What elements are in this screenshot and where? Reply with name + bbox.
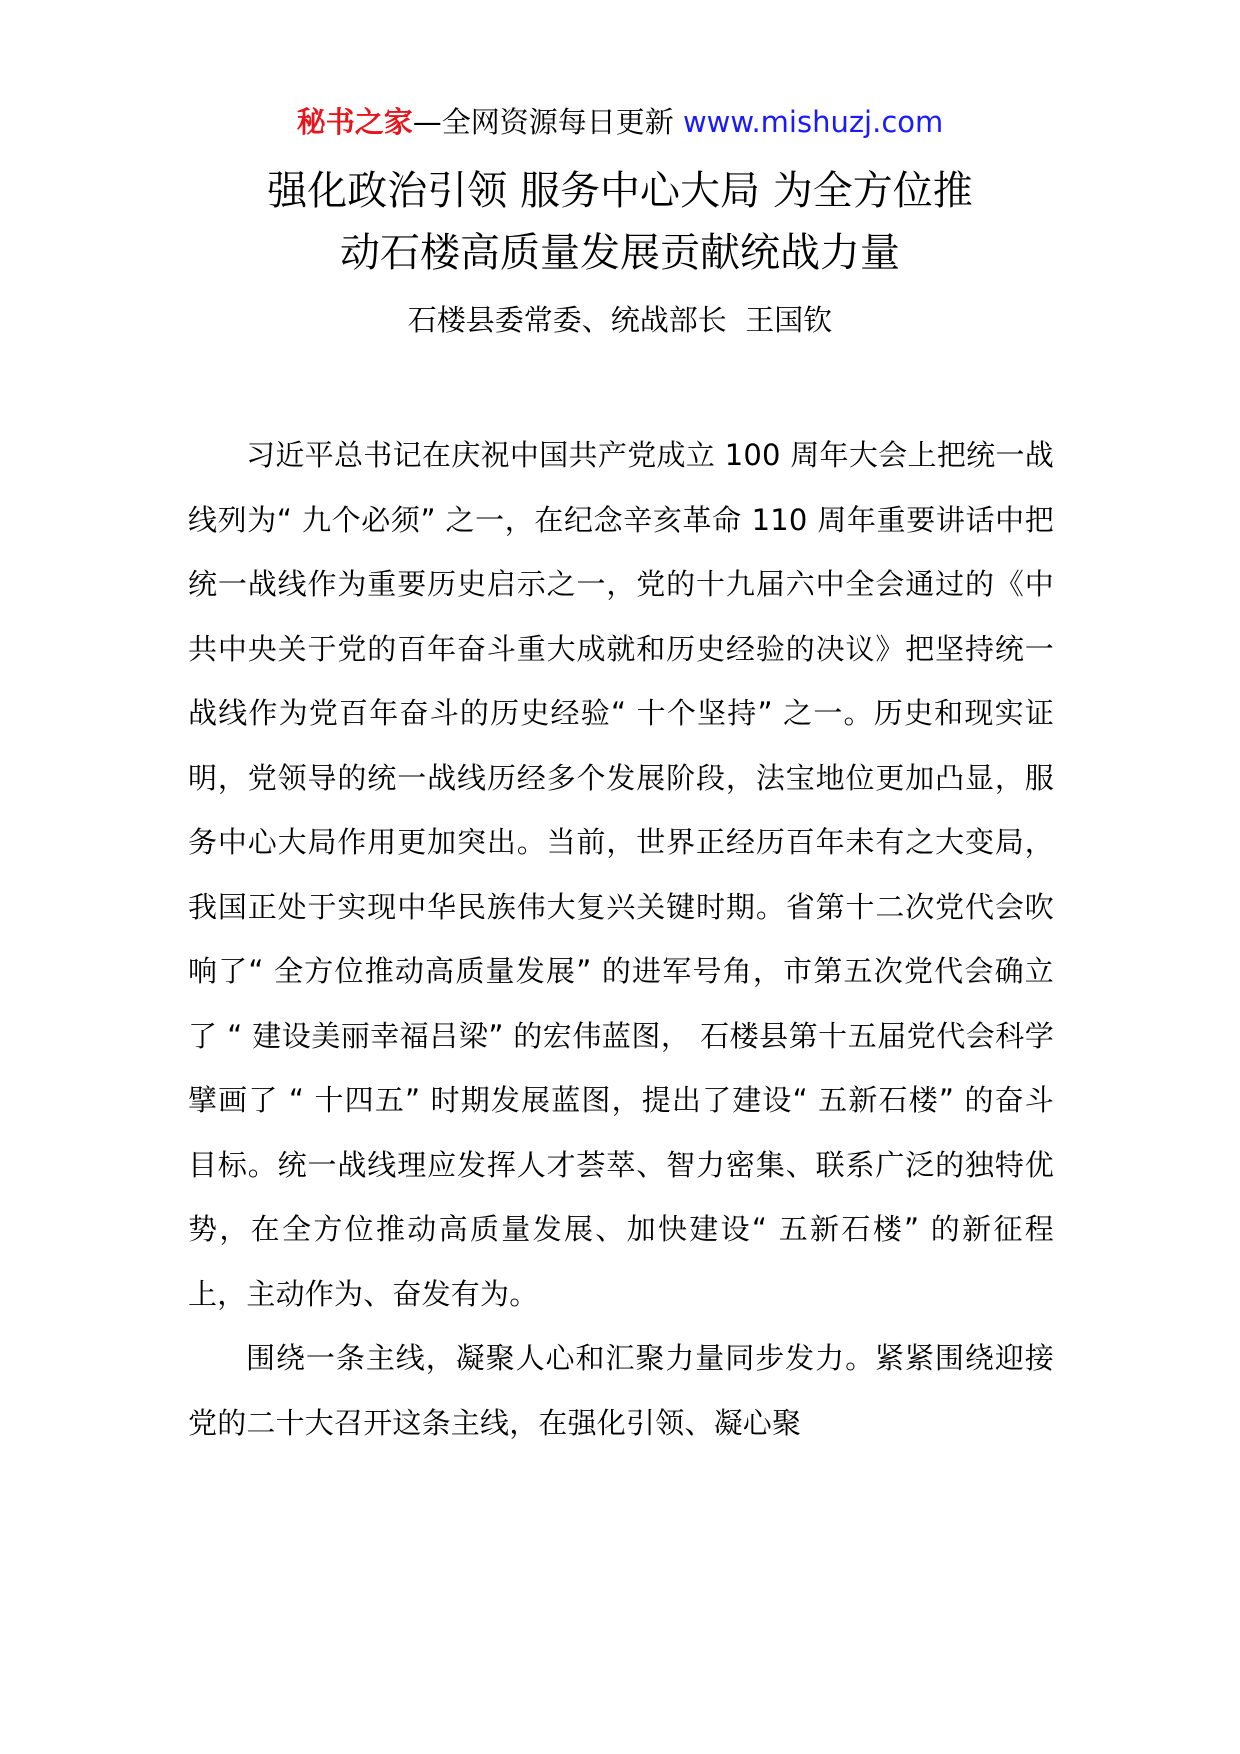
document-title <box>150 160 1090 284</box>
body-paragraph-1: 习近平总书记在庆祝中国共产党成立 100 周年大会上把统一战线列为“ 九个必须” 之一，在纪念辛亥革命 110 周年重要讲话中把统一战线作为重要历史启示之一，党的十九届六中全会通过的《中共中央关于党的百年奋斗重大成就和历史经验的决议》把坚持统一战线作为党百年奋斗的历史经验“ 十个坚持” 之一。历史和现实证明，党领导的统一战线历经多个发展阶段，法宝地位更加凸显，服务中心大局作用更加突出。当前，世界正经历百年未有之大变局，我国正处于实现中华民族伟大复兴关键时期。省第十二次党代会吹响了“ 全方位推动高质量发展” 的进军号角，市第五次党代会确立了 “ 建设美丽幸福吕梁” 的宏伟蓝图， 石楼县第十五届党代会科学擘画了 “ 十四五” 时期发展蓝图，提出了建设“ 五新石楼” 的奋斗目标。统一战线理应发挥人才荟萃、智力密集、联系广泛的独特优势，在全方位推动高质量发展、加快建设“ 五新石楼” 的新征程上，主动作为、奋发有为。 <box>188 438 1054 1311</box>
site-header <box>0 100 1240 144</box>
title-line-2: 动石楼高质量发展贡献统战力量 <box>340 230 900 276</box>
title-line-1: 强化政治引领 服务中心大局 为全方位推 <box>267 168 973 214</box>
brand-name: 秘书之家 <box>296 105 413 139</box>
site-url-link[interactable]: www.mishuzj.com <box>682 105 944 139</box>
document-body <box>188 423 1054 1455</box>
author-byline: 石楼县委常委、统战部长 王国钦 <box>407 303 833 337</box>
body-paragraph-2: 围绕一条主线，凝聚人心和汇聚力量同步发力。紧紧围绕迎接党的二十大召开这条主线，在强化引领、凝心聚 <box>188 1341 1054 1440</box>
header-tagline: —全网资源每日更新 <box>412 105 674 139</box>
